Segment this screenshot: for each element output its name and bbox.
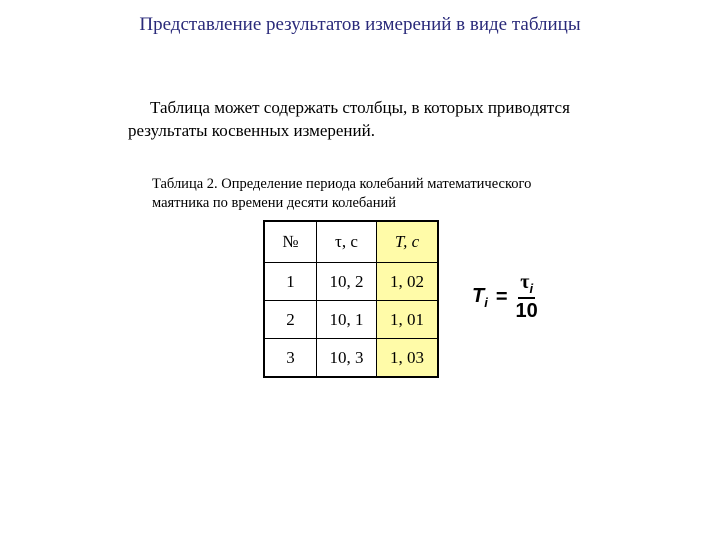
cell-period: 1, 02	[377, 263, 439, 301]
formula-lhs-subscript: i	[484, 294, 488, 310]
table-header-row	[264, 221, 438, 263]
slide-title: Представление результатов измерений в виде таблицы	[139, 14, 581, 35]
formula-numerator-subscript: i	[529, 281, 534, 296]
cell-tau: 10, 3	[317, 339, 377, 378]
formula-numerator	[518, 271, 535, 299]
table-caption-line-1: Таблица 2. Определение периода колебаний математического	[152, 176, 532, 192]
cell-number: 1	[264, 263, 317, 301]
table-row	[264, 339, 438, 378]
header-period-label: T, с	[394, 232, 420, 251]
intro-paragraph	[128, 96, 608, 142]
formula-lhs	[472, 285, 488, 310]
cell-tau: 10, 2	[317, 263, 377, 301]
table-caption-line-2: маятника по времени десяти колебаний	[152, 195, 396, 211]
table-row	[264, 263, 438, 301]
cell-tau: 10, 1	[317, 301, 377, 339]
period-formula	[472, 272, 538, 322]
intro-paragraph-line-1: Таблица может содержать столбцы, в которых приводятся	[150, 98, 570, 117]
formula-denominator: 10	[515, 300, 538, 322]
measurement-table	[263, 220, 439, 378]
formula-lhs-symbol: T	[472, 284, 485, 307]
table-row	[264, 301, 438, 339]
header-tau: τ, с	[317, 221, 377, 263]
cell-period: 1, 01	[377, 301, 439, 339]
cell-number: 3	[264, 339, 317, 378]
formula-fraction	[516, 271, 538, 323]
header-number: №	[264, 221, 317, 263]
intro-paragraph-line-2: результаты косвенных измерений.	[128, 121, 375, 140]
table-caption	[152, 175, 592, 213]
header-period	[377, 221, 439, 263]
cell-period: 1, 03	[377, 339, 439, 378]
formula-equals: =	[495, 285, 508, 308]
formula-numerator-symbol: τ	[520, 271, 530, 293]
cell-number: 2	[264, 301, 317, 339]
